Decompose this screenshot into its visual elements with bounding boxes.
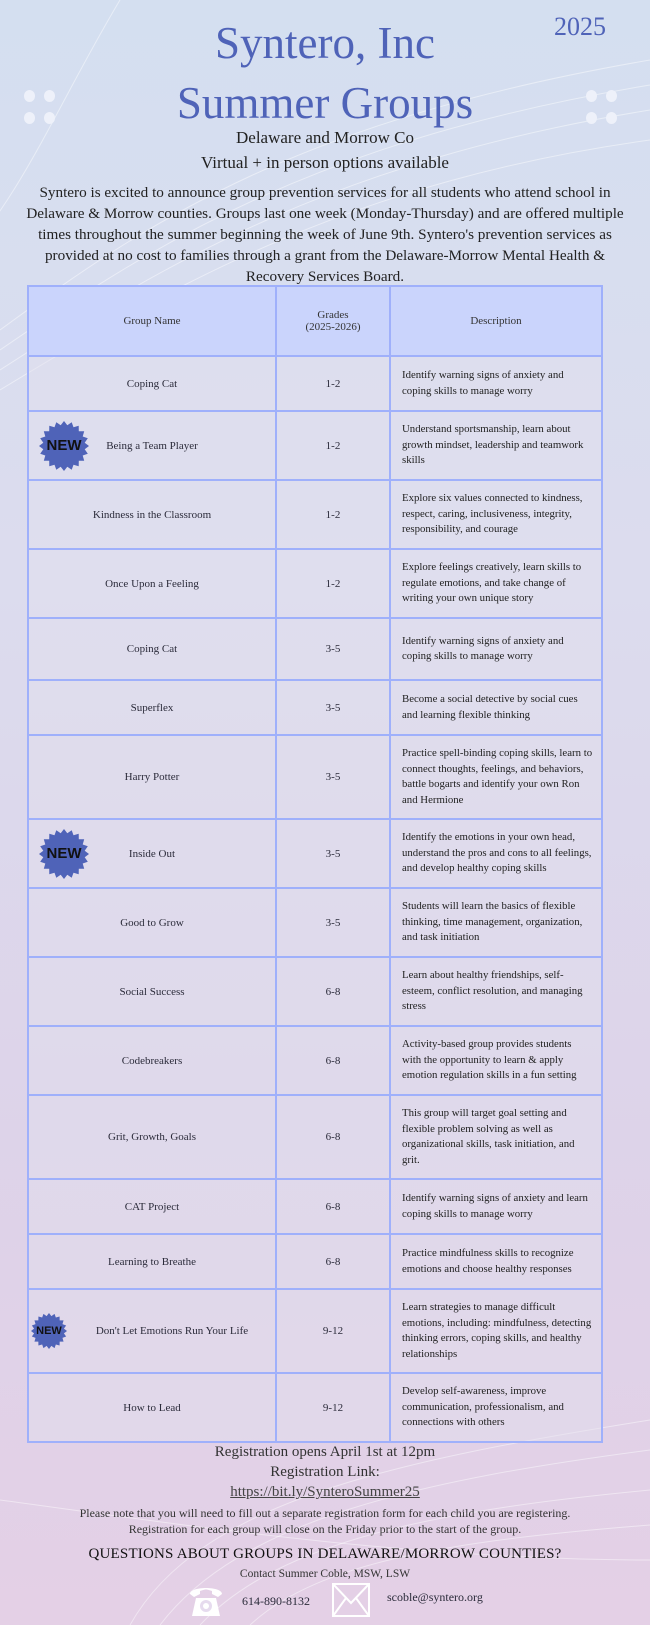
description-cell: Activity-based group provides students with the opportunity to learn & apply emotion regulation skills in a fun setting (390, 1026, 602, 1095)
options: Virtual + in person options available (201, 153, 449, 172)
grades-cell: 1-2 (276, 549, 390, 618)
table-row (28, 480, 602, 549)
group-name: Superflex (130, 701, 174, 714)
registration-link[interactable]: https://bit.ly/SynteroSummer25 (230, 1484, 420, 1500)
table-row (28, 356, 602, 411)
description-cell: Learn strategies to manage difficult emotions, including: mindfulness, detecting thinking errors, coping skills, and healthy relationships (390, 1289, 602, 1373)
col-group-name: Group Name (28, 286, 276, 356)
table-row (28, 1095, 602, 1179)
table-row (28, 1026, 602, 1095)
location: Delaware and Morrow Co (236, 128, 414, 147)
group-name-cell (28, 1234, 276, 1289)
questions-heading: QUESTIONS ABOUT GROUPS IN DELAWARE/MORROW COUNTIES? (88, 1546, 562, 1562)
group-name-cell (28, 1179, 276, 1234)
table-row (28, 618, 602, 680)
grades-cell: 6-8 (276, 1234, 390, 1289)
grades-cell: 9-12 (276, 1373, 390, 1442)
group-name: Good to Grow (120, 916, 184, 929)
group-name-cell (28, 411, 276, 480)
table-row (28, 680, 602, 735)
group-name-cell (28, 680, 276, 735)
grades-cell: 9-12 (276, 1289, 390, 1373)
new-badge: NEW (39, 421, 89, 471)
description-cell: Identify warning signs of anxiety and learn coping skills to manage worry (390, 1179, 602, 1234)
group-name: Kindness in the Classroom (92, 508, 212, 521)
group-name: Harry Potter (124, 771, 180, 783)
group-name: Coping Cat (126, 643, 178, 655)
group-name-cell (28, 1026, 276, 1095)
group-name-cell (28, 735, 276, 819)
group-name-cell (28, 819, 276, 888)
description-cell: Understand sportsmanship, learn about growth mindset, leadership and teamwork skills (390, 411, 602, 480)
table-row (28, 819, 602, 888)
table-row (28, 1289, 602, 1373)
group-name-cell (28, 1373, 276, 1442)
grades-cell: 3-5 (276, 680, 390, 735)
description-cell: Develop self-awareness, improve communication, professionalism, and connections with others (390, 1373, 602, 1442)
group-name: Codebreakers (121, 1054, 183, 1067)
grades-cell: 1-2 (276, 411, 390, 480)
description-cell: Learn about healthy friendships, self-esteem, conflict resolution, and managing stress (390, 957, 602, 1026)
description-cell: Students will learn the basics of flexible thinking, time management, organization, and task initiation (390, 888, 602, 957)
envelope-icon (332, 1583, 370, 1617)
group-name-cell (28, 888, 276, 957)
col-grades: Grades (2025-2026) (276, 286, 390, 356)
description-cell: Identify warning signs of anxiety and coping skills to manage worry (390, 356, 602, 411)
grades-cell: 1-2 (276, 480, 390, 549)
description-cell: Practice mindfulness skills to recognize emotions and choose healthy responses (390, 1234, 602, 1289)
grades-cell: 3-5 (276, 735, 390, 819)
description-cell: This group will target goal setting and flexible problem solving as well as organizational skills, task initiation, and grit. (390, 1095, 602, 1179)
table-row (28, 1179, 602, 1234)
telephone-icon (186, 1580, 226, 1620)
phone-number[interactable]: 614-890-8132 (242, 1594, 310, 1608)
contact-name: Contact Summer Coble, MSW, LSW (239, 1568, 411, 1580)
grades-cell: 6-8 (276, 957, 390, 1026)
grades-cell: 6-8 (276, 1095, 390, 1179)
new-badge: NEW (31, 1313, 67, 1349)
note-separate-form: Please note that you will need to fill out a separate registration form for each child you are registering. (79, 1506, 571, 1520)
group-name: Don't Let Emotions Run Your Life (95, 1325, 249, 1337)
year: 2025 (554, 12, 606, 41)
registration-opens: Registration opens April 1st at 12pm (214, 1444, 436, 1460)
group-name: Coping Cat (126, 377, 178, 390)
table-row (28, 888, 602, 957)
group-name: How to Lead (123, 1401, 181, 1414)
grades-cell: 3-5 (276, 819, 390, 888)
grades-cell: 6-8 (276, 1179, 390, 1234)
table-row (28, 957, 602, 1026)
group-name-cell (28, 1289, 276, 1373)
description-cell: Explore six values connected to kindness, respect, caring, inclusiveness, integrity, responsibility, and courage (390, 480, 602, 549)
groups-table (27, 285, 603, 1443)
group-name: Once Upon a Feeling (105, 577, 199, 590)
group-name-cell (28, 356, 276, 411)
intro-paragraph: Syntero is excited to announce group prevention services for all students who attend school in Delaware & Morrow counties. Groups last one week (Monday-Thursday) and are offered multiple times throughout the summer beginning the week of June 9th. Syntero's prevention services as provided at no cost to families through a grant from the Delaware-Morrow Mental Health & Recovery Services Board. (26, 184, 624, 285)
col-description: Description (390, 286, 602, 356)
table-row (28, 411, 602, 480)
grades-cell: 3-5 (276, 618, 390, 680)
group-name: Learning to Breathe (108, 1255, 196, 1268)
table-row (28, 549, 602, 618)
group-name: Grit, Growth, Goals (108, 1131, 196, 1143)
page-title: Summer Groups (176, 78, 474, 128)
description-cell: Identify the emotions in your own head, understand the pros and cons to all feelings, and develop healthy coping skills (390, 819, 602, 888)
description-cell: Explore feelings creatively, learn skills to regulate emotions, and take change of writing your own unique story (390, 549, 602, 618)
note-registration-close: Registration for each group will close on the Friday prior to the start of the group. (128, 1522, 522, 1536)
group-name: Being a Team Player (106, 439, 198, 452)
table-row (28, 1373, 602, 1442)
table-row (28, 1234, 602, 1289)
description-cell: Become a social detective by social cues and learning flexible thinking (390, 680, 602, 735)
group-name: CAT Project (124, 1200, 180, 1213)
grades-cell: 6-8 (276, 1026, 390, 1095)
group-name-cell (28, 480, 276, 549)
dots-decoration (24, 90, 64, 130)
group-name-cell (28, 549, 276, 618)
group-name-cell (28, 618, 276, 680)
group-name-cell (28, 1095, 276, 1179)
description-cell: Practice spell-binding coping skills, learn to connect thoughts, feelings, and behaviors, battle bogarts and identify your own Ron and Hermione (390, 735, 602, 819)
email-address[interactable]: scoble@syntero.org (387, 1590, 483, 1604)
group-name: Social Success (119, 985, 185, 998)
table-row (28, 735, 602, 819)
grades-cell: 3-5 (276, 888, 390, 957)
description-cell: Identify warning signs of anxiety and coping skills to manage worry (390, 618, 602, 680)
dots-decoration (586, 90, 626, 130)
grades-cell: 1-2 (276, 356, 390, 411)
group-name-cell (28, 957, 276, 1026)
org-title: Syntero, Inc (215, 18, 435, 68)
registration-link-label: Registration Link: (270, 1464, 380, 1480)
new-badge: NEW (39, 829, 89, 879)
group-name: Inside Out (128, 847, 176, 860)
